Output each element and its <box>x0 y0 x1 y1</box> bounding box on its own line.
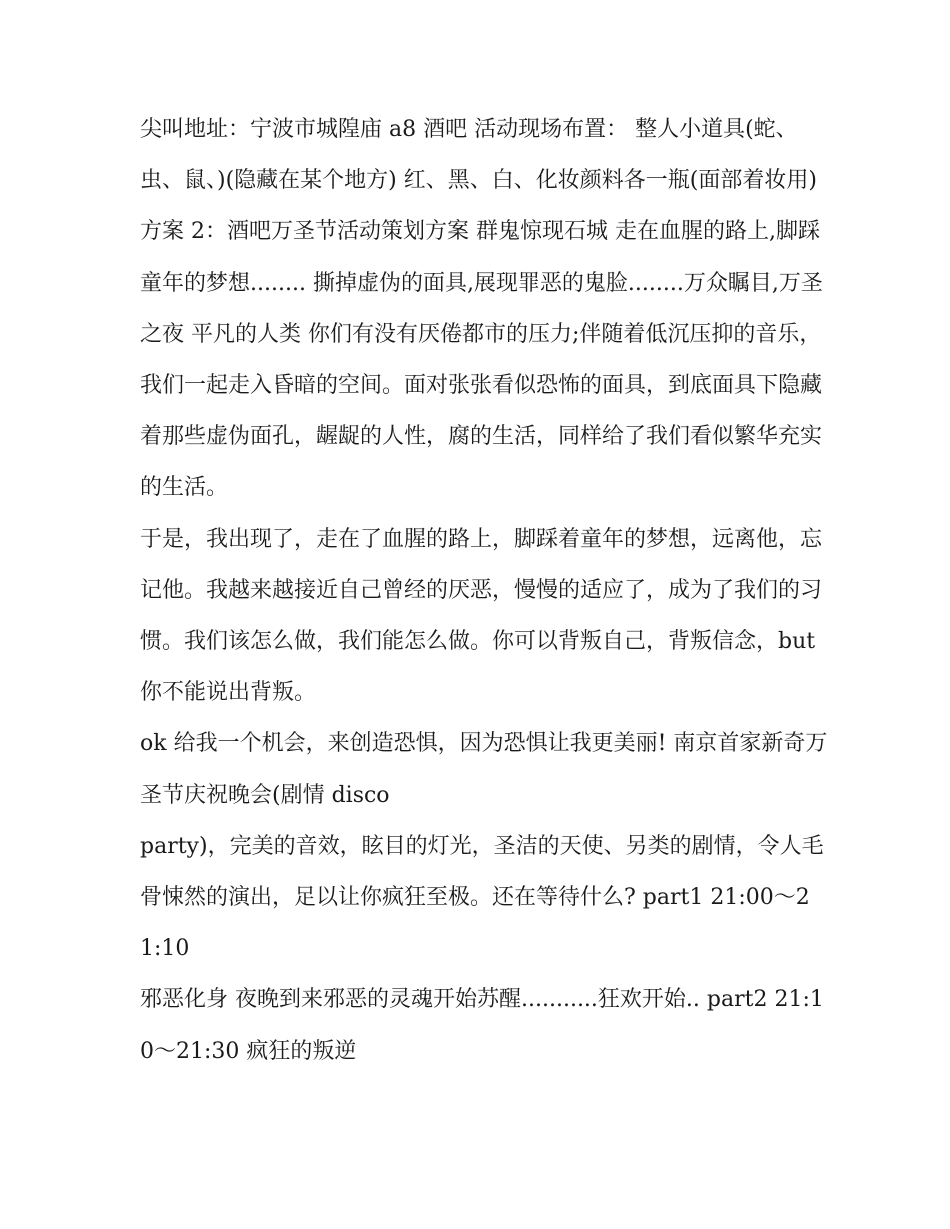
paragraph-venue: 尖叫地址：宁波市城隍庙 a8 酒吧 活动现场布置： 整人小道具(蛇、虫、鼠、)(隐藏在某个地方) 红、黑、白、化妆颜料各一瓶(面部着妆用) <box>140 117 817 194</box>
paragraph-appearance: 于是，我出现了，走在了血腥的路上，脚踩着童年的梦想，远离他，忘记他。我越来越接近自己曾经的厌恶，慢慢的适应了，成为了我们的习惯。我们该怎么做，我们能怎么做。你可以背叛自己，背叛信念，but 你不能说出背叛。 <box>140 526 823 706</box>
paragraph-part2: 邪恶化身 夜晚到来邪恶的灵魂开始苏醒...........狂欢开始.. part2 21:10～21:30 疯狂的叛逆 <box>140 987 824 1064</box>
paragraph-invitation: ok 给我一个机会，来创造恐惧，因为恐惧让我更美丽! 南京首家新奇万圣节庆祝晚会(剧情 disco <box>140 731 828 808</box>
paragraph-party-part1: party)，完美的音效，眩目的灯光，圣洁的天使、另类的剧情，令人毛骨悚然的演出，足以让你疯狂至极。还在等待什么? part1 21:00～21:10 <box>140 833 824 962</box>
paragraph-plan-2: 方案 2：酒吧万圣节活动策划方案 群鬼惊现石城 走在血腥的路上,脚踩童年的梦想........ 撕掉虚伪的面具,展现罪恶的鬼脸........万众瞩目,万圣之夜 平凡的人类 你们有没有厌倦都市的压力;伴随着低沉压抑的音乐，我们一起走入昏暗的空间。面对张张看似恐怖的面具，到底面具下隐藏着那些虚伪面孔，龌龊的人性，腐的生活，同样给了我们看似繁华充实的生活。 <box>140 219 823 501</box>
document-body <box>140 104 830 1077</box>
